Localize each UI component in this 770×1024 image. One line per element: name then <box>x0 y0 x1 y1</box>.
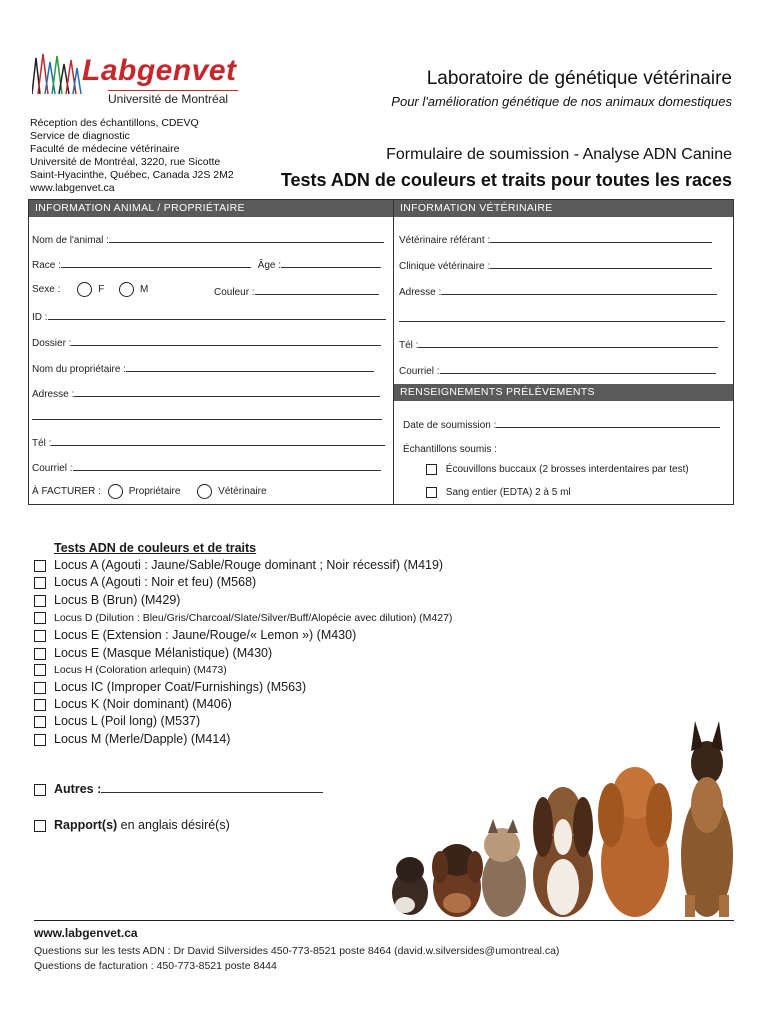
column-divider <box>393 199 394 505</box>
test-label: Locus E (Extension : Jaune/Rouge/« Lemon ») (M430) <box>54 628 357 642</box>
test-item[interactable] <box>34 713 200 730</box>
animal-owner-section-header: INFORMATION ANIMAL / PROPRIÉTAIRE <box>29 200 393 217</box>
owner-email-label: Courriel : <box>32 463 73 474</box>
animal-name-field[interactable] <box>32 233 384 246</box>
test-item[interactable] <box>34 610 452 627</box>
test-label: Locus B (Brun) (M429) <box>54 593 181 607</box>
owner-address-label: Adresse : <box>32 389 75 400</box>
vet-email-label: Courriel : <box>399 366 440 377</box>
vet-email-input[interactable] <box>440 364 716 374</box>
sex-label: Sexe : <box>32 284 61 296</box>
reception-address <box>30 117 234 195</box>
sex-male-label: M <box>140 284 149 296</box>
dna-peaks-icon <box>32 52 82 96</box>
test-checkbox[interactable] <box>34 682 46 694</box>
submission-date-label: Date de soumission : <box>403 420 497 431</box>
blood-checkbox[interactable] <box>426 487 437 498</box>
bill-vet-label: Vétérinaire <box>218 486 267 498</box>
owner-address-input-2[interactable] <box>32 410 382 420</box>
test-checkbox[interactable] <box>34 630 46 642</box>
address-website[interactable]: www.labgenvet.ca <box>30 182 115 194</box>
submission-date-field[interactable] <box>403 418 720 431</box>
test-checkbox[interactable] <box>34 664 46 676</box>
race-label: Race : <box>32 260 61 271</box>
dossier-input[interactable] <box>71 336 381 346</box>
blood-label: Sang entier (EDTA) 2 à 5 ml <box>445 487 571 499</box>
test-label: Locus IC (Improper Coat/Furnishings) (M563) <box>54 680 307 694</box>
owner-name-label: Nom du propriétaire : <box>32 364 126 375</box>
vet-address-input[interactable] <box>441 285 717 295</box>
test-checkbox[interactable] <box>34 716 46 728</box>
owner-address-field[interactable] <box>32 387 380 400</box>
footer-website-link[interactable]: www.labgenvet.ca <box>34 926 138 940</box>
billing-field <box>32 484 267 499</box>
footer-tests-contact: Questions sur les tests ADN : Dr David Silversides 450-773-8521 poste 8464 (david.w.silversides@umontreal.ca) <box>34 945 560 957</box>
id-field[interactable] <box>32 310 386 323</box>
race-field[interactable] <box>32 258 381 271</box>
form-title: Formulaire de soumission - Analyse ADN Canine <box>386 146 732 163</box>
others-label: Autres : <box>54 782 102 796</box>
owner-tel-input[interactable] <box>51 436 385 446</box>
test-label: Locus A (Agouti : Jaune/Sable/Rouge dominant ; Noir récessif) (M419) <box>54 558 444 572</box>
test-label: Locus D (Dilution : Bleu/Gris/Charcoal/Slate/Silver/Buff/Alopécie avec dilution) (M427) <box>54 612 453 624</box>
labgenvet-logo <box>32 48 242 110</box>
bill-owner-radio[interactable] <box>108 484 123 499</box>
test-checkbox[interactable] <box>34 699 46 711</box>
test-checkbox[interactable] <box>34 734 46 746</box>
test-checkbox[interactable] <box>34 595 46 607</box>
others-option[interactable] <box>34 781 323 798</box>
test-item[interactable] <box>34 592 180 609</box>
owner-tel-field[interactable] <box>32 436 385 449</box>
sex-field <box>32 282 148 297</box>
logo-university: Université de Montréal <box>108 92 229 106</box>
dossier-field[interactable] <box>32 336 381 349</box>
address-line: Faculté de médecine vétérinaire <box>30 143 180 155</box>
sex-female-label: F <box>98 284 105 296</box>
test-label: Locus M (Merle/Dapple) (M414) <box>54 732 231 746</box>
report-checkbox[interactable] <box>34 820 46 832</box>
sex-male-radio[interactable] <box>119 282 134 297</box>
vet-name-field[interactable] <box>399 233 712 246</box>
test-label: Locus K (Noir dominant) (M406) <box>54 697 232 711</box>
tests-list-title: Tests ADN de couleurs et de traits <box>54 541 257 555</box>
vet-tel-input[interactable] <box>418 338 718 348</box>
test-item[interactable] <box>34 679 306 696</box>
clinic-field[interactable] <box>399 259 712 272</box>
vet-address-line2[interactable] <box>399 312 725 325</box>
animal-name-input[interactable] <box>109 233 384 243</box>
owner-address-input[interactable] <box>74 387 380 397</box>
others-input[interactable] <box>101 782 323 793</box>
address-line: Université de Montréal, 3220, rue Sicotte <box>30 156 221 168</box>
swab-label: Écouvillons buccaux (2 brosses interdentaires par test) <box>445 464 689 476</box>
owner-name-field[interactable] <box>32 362 374 375</box>
lab-title: Laboratoire de génétique vétérinaire <box>426 68 732 89</box>
sex-female-radio[interactable] <box>77 282 92 297</box>
report-label-bold: Rapport(s) <box>54 818 118 832</box>
owner-email-input[interactable] <box>73 461 381 471</box>
id-input[interactable] <box>48 310 386 320</box>
vet-tel-label: Tél : <box>399 340 419 351</box>
test-item[interactable] <box>34 731 230 748</box>
color-label: Couleur : <box>214 287 255 298</box>
report-label-rest: en anglais désiré(s) <box>117 818 230 832</box>
address-line: Service de diagnostic <box>30 130 130 142</box>
owner-name-input[interactable] <box>126 362 374 372</box>
dossier-label: Dossier : <box>32 338 72 349</box>
vet-address-input-2[interactable] <box>399 312 725 322</box>
address-line: Réception des échantillons, CDEVQ <box>30 117 199 129</box>
age-input[interactable] <box>281 258 381 268</box>
dogs-illustration <box>385 715 737 920</box>
bill-vet-radio[interactable] <box>197 484 212 499</box>
submission-date-input[interactable] <box>496 418 720 428</box>
vet-address-label: Adresse : <box>399 287 442 298</box>
lab-subtitle: Pour l'amélioration génétique de nos animaux domestiques <box>391 94 732 109</box>
race-input[interactable] <box>61 258 251 268</box>
test-item[interactable] <box>34 557 443 574</box>
others-checkbox[interactable] <box>34 784 46 796</box>
vet-section-header: INFORMATION VÉTÉRINAIRE <box>394 200 733 217</box>
test-label: Locus E (Masque Mélanistique) (M430) <box>54 646 273 660</box>
blood-option[interactable] <box>426 487 571 498</box>
test-item[interactable] <box>34 662 227 679</box>
clinic-input[interactable] <box>490 259 712 269</box>
footer-rule <box>34 920 734 921</box>
swab-checkbox[interactable] <box>426 464 437 475</box>
report-option[interactable] <box>34 817 230 834</box>
test-label: Locus L (Poil long) (M537) <box>54 714 201 728</box>
bill-owner-label: Propriétaire <box>128 486 181 498</box>
test-checkbox[interactable] <box>34 560 46 572</box>
logo-wordmark: Labgenvet <box>82 54 237 87</box>
vet-name-label: Vétérinaire référant : <box>399 235 491 246</box>
address-line: Saint-Hyacinthe, Québec, Canada J2S 2M2 <box>30 169 234 181</box>
age-label: Âge : <box>257 260 282 271</box>
color-input[interactable] <box>255 285 379 295</box>
samples-section-header: RENSEIGNEMENTS PRÉLÈVEMENTS <box>394 384 733 401</box>
vet-name-input[interactable] <box>490 233 712 243</box>
test-label: Locus H (Coloration arlequin) (M473) <box>54 664 227 676</box>
vet-email-field[interactable] <box>399 364 716 377</box>
footer-billing-contact: Questions de facturation : 450-773-8521 poste 8444 <box>34 960 277 972</box>
owner-email-field[interactable] <box>32 461 381 474</box>
tests-title: Tests ADN de couleurs et traits pour toutes les races <box>280 170 732 190</box>
swab-option[interactable] <box>426 464 689 475</box>
test-item[interactable] <box>34 627 356 644</box>
billing-label: À FACTURER : <box>32 486 101 498</box>
logo-rule <box>108 90 238 91</box>
animal-name-label: Nom de l'animal : <box>32 235 109 246</box>
clinic-label: Clinique vétérinaire : <box>399 261 491 272</box>
test-item[interactable] <box>34 645 272 662</box>
test-item[interactable] <box>34 696 232 713</box>
id-label: ID : <box>32 312 48 323</box>
vet-tel-field[interactable] <box>399 338 718 351</box>
test-item[interactable] <box>34 574 256 591</box>
test-checkbox[interactable] <box>34 612 46 624</box>
owner-tel-label: Tél : <box>32 438 52 449</box>
test-checkbox[interactable] <box>34 648 46 660</box>
test-checkbox[interactable] <box>34 577 46 589</box>
samples-submitted-label: Échantillons soumis : <box>403 444 497 455</box>
owner-address-line2[interactable] <box>32 410 382 423</box>
vet-address-field[interactable] <box>399 285 717 298</box>
test-label: Locus A (Agouti : Noir et feu) (M568) <box>54 575 257 589</box>
color-field[interactable] <box>214 285 379 298</box>
